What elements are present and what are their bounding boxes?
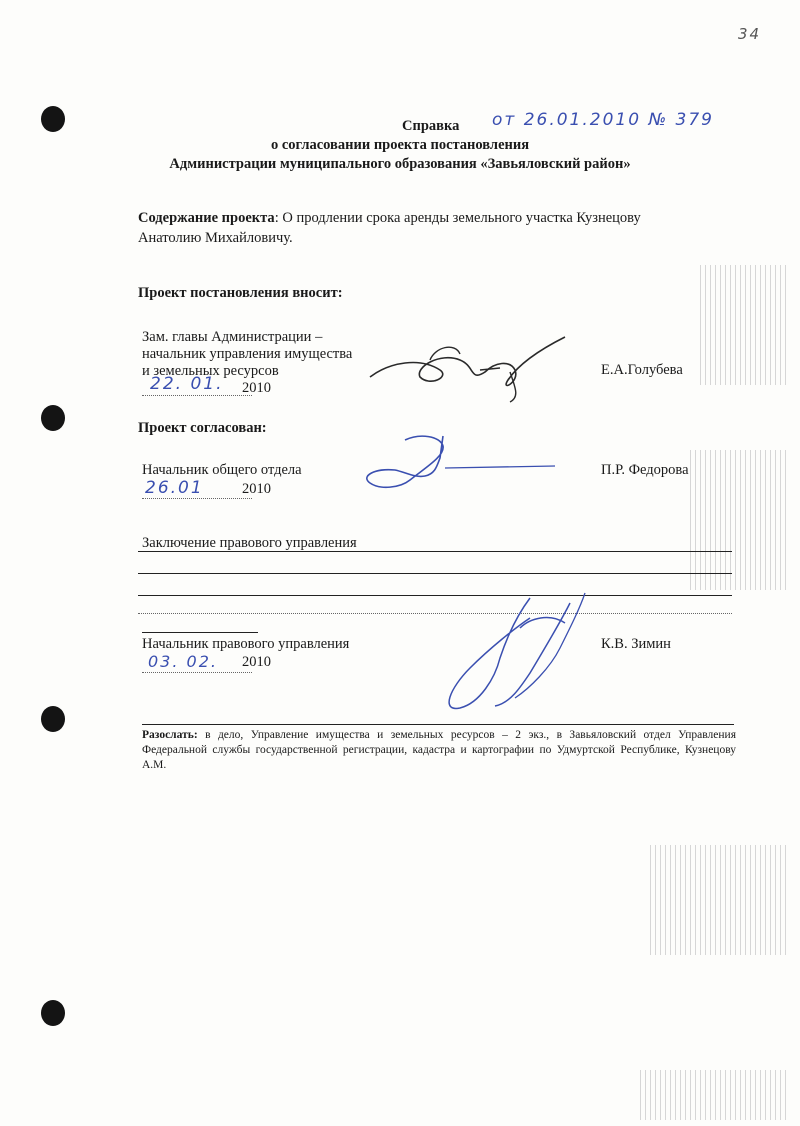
conclusion-line	[138, 573, 732, 574]
signer1-date-handwritten: 22. 01.	[150, 374, 224, 394]
signer2-signature	[345, 428, 565, 498]
content-paragraph	[138, 210, 641, 227]
legal-conclusion-label: Заключение правового управления	[142, 535, 357, 551]
signer2-name: П.Р. Федорова	[601, 462, 689, 478]
registration-handwritten: от 26.01.2010 № 379	[492, 110, 714, 130]
scan-artifact	[700, 265, 790, 385]
footer-text: в дело, Управление имущества и земельных ресурсов – 2 экз., в Завьяловский отдел Управления Федеральной службы государственной регистрации, кадастра и картографии по Удмуртской Республике, Кузнецову А.М.	[142, 729, 736, 771]
signer1-position-line1: Зам. главы Администрации –	[142, 329, 323, 345]
conclusion-line	[138, 551, 732, 552]
subtitle-line-1: о согласовании проекта постановления	[270, 137, 530, 153]
signer1-name: Е.А.Голубева	[601, 362, 683, 378]
signer3-position: Начальник правового управления	[142, 636, 350, 652]
signer1-position-line3: и земельных ресурсов	[142, 363, 279, 379]
signer3-date-handwritten: 03. 02.	[148, 652, 218, 671]
scan-artifact	[650, 845, 790, 955]
signer1-date-line	[142, 395, 252, 396]
signer1-position-line2: начальник управления имущества	[142, 346, 353, 362]
content-label: Содержание проекта	[138, 210, 275, 226]
binder-hole	[41, 405, 65, 431]
binder-hole	[41, 1000, 65, 1026]
content-text: : О продлении срока аренды земельного участка Кузнецову	[274, 210, 641, 226]
short-rule	[142, 632, 258, 633]
agreed-heading: Проект согласован:	[138, 420, 267, 436]
subtitle-line-2: Администрации муниципального образования «Завьяловский район»	[169, 156, 631, 172]
binder-hole	[41, 106, 65, 132]
signer2-date-handwritten: 26.01	[145, 478, 204, 498]
document-title: Справка	[402, 118, 460, 134]
signer1-signature	[360, 332, 580, 407]
scan-artifact	[690, 450, 790, 590]
signer1-year: 2010	[242, 380, 271, 396]
content-text-2: Анатолию Михайловичу.	[138, 230, 293, 246]
scan-artifact	[640, 1070, 790, 1120]
signer3-signature	[420, 588, 620, 718]
signer2-date-line	[142, 498, 252, 499]
signer3-date-line	[142, 672, 252, 673]
page-number-handwritten: 34	[738, 25, 762, 43]
signer3-name: К.В. Зимин	[601, 636, 671, 652]
distribution-list	[142, 728, 736, 773]
binder-hole	[41, 706, 65, 732]
signer2-position: Начальник общего отдела	[142, 462, 302, 478]
signer3-year: 2010	[242, 654, 271, 670]
signer2-year: 2010	[242, 481, 271, 497]
footer-label: Разослать:	[142, 729, 198, 741]
introduced-heading: Проект постановления вносит:	[138, 285, 343, 301]
footer-rule	[142, 724, 734, 725]
